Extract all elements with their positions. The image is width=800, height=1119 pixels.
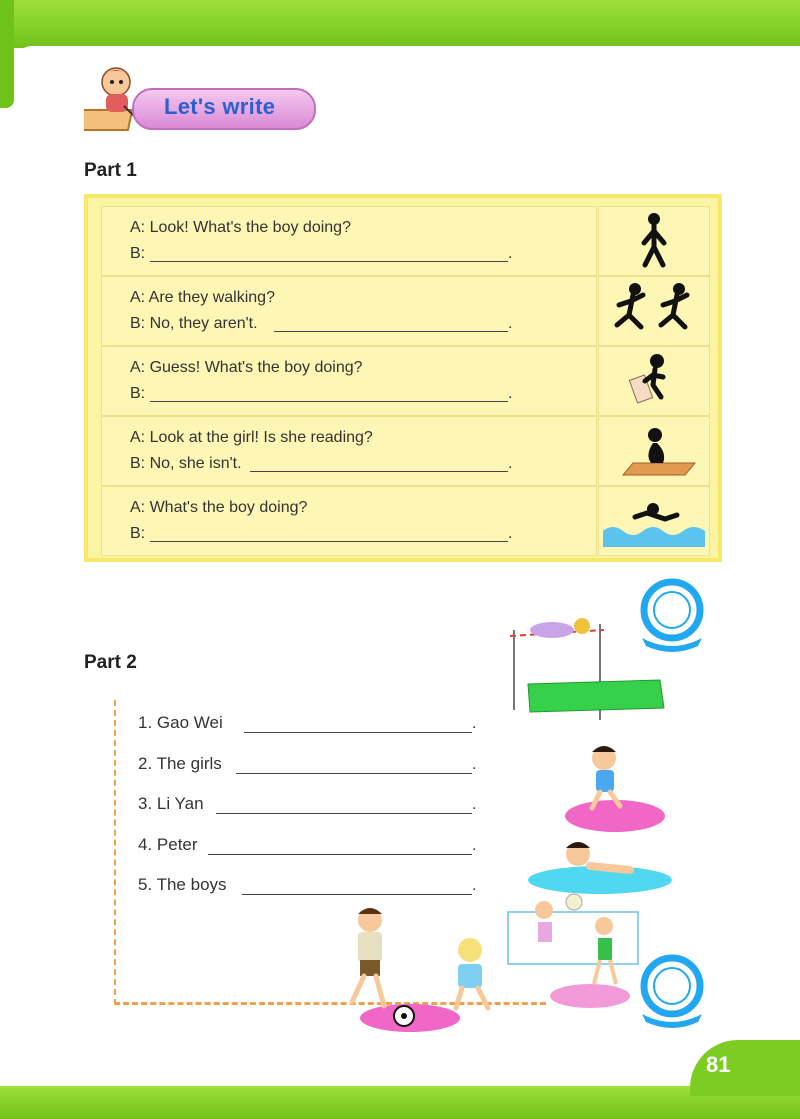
answer-blank[interactable] [250,471,508,472]
part2-period: . [472,837,477,854]
girl-on-mat-icon [599,417,709,485]
part2-item-4: 4. Peter [138,835,198,854]
bottom-green-band [0,1086,800,1119]
left-green-edge [0,0,14,108]
part2-period: . [472,715,477,732]
part2-blank-4[interactable] [208,854,472,855]
answer-prefix: B: No, they aren't. [130,315,258,332]
section-title-badge [88,68,314,130]
part2-heading: Part 2 [84,652,137,673]
running-kids-icon [599,277,709,345]
answer-period: . [508,385,513,402]
row-picture-cell [598,486,710,556]
walking-boy-icon [599,207,709,275]
question-line: A: Look at the girl! Is she reading? [130,429,373,446]
part1-row-1 [101,206,709,276]
part1-row-4 [101,416,709,486]
question-line: A: Are they walking? [130,289,275,306]
part1-heading: Part 1 [84,160,137,181]
answer-prefix: B: [130,525,146,542]
part1-row-5 [101,486,709,556]
page-body-corner [14,46,800,66]
row-text-cell [101,346,597,416]
question-line: A: Look! What's the boy doing? [130,219,351,236]
swimmer-icon [528,842,672,894]
page-number: 81 [706,1052,731,1077]
part2-blank-2[interactable] [236,773,472,774]
row-text-cell [101,276,597,346]
row-picture-cell [598,346,710,416]
row-text-cell [101,206,597,276]
seal-stamp-icon [632,952,712,1032]
answer-blank[interactable] [150,401,508,402]
question-line: A: Guess! What's the boy doing? [130,359,363,376]
answer-prefix: B: [130,385,146,402]
answer-period: . [508,245,513,262]
row-text-cell [101,486,597,556]
section-title: Let's write [164,94,276,119]
row-picture-cell [598,276,710,346]
part1-row-2 [101,276,709,346]
answer-period: . [508,315,513,332]
part2-item-2: 2. The girls [138,754,222,773]
row-picture-cell [598,206,710,276]
part2-blank-5[interactable] [242,894,472,895]
answer-blank[interactable] [150,541,508,542]
answer-blank[interactable] [274,331,508,332]
seal-stamp-icon [632,576,712,656]
soccer-boys-illustration [330,902,530,1032]
top-green-band [0,0,800,48]
answer-period: . [508,455,513,472]
part2-blank-3[interactable] [216,813,472,814]
answer-prefix: B: No, she isn't. [130,455,242,472]
part2-period: . [472,877,477,894]
part2-period: . [472,756,477,773]
part2-period: . [472,796,477,813]
part1-exercise-panel [84,194,722,562]
question-line: A: What's the boy doing? [130,499,308,516]
answer-period: . [508,525,513,542]
answer-blank[interactable] [150,261,508,262]
row-text-cell [101,416,597,486]
part2-blank-1[interactable] [244,732,472,733]
row-picture-cell [598,416,710,486]
answer-prefix: B: [130,245,146,262]
part2-item-1: 1. Gao Wei [138,713,223,732]
swimming-boy-icon [599,487,709,555]
running-girl-icon [565,746,665,832]
jumping-boy-icon [599,347,709,415]
part2-item-3: 3. Li Yan [138,794,204,813]
part2-item-5: 5. The boys [138,875,227,894]
part1-row-3 [101,346,709,416]
